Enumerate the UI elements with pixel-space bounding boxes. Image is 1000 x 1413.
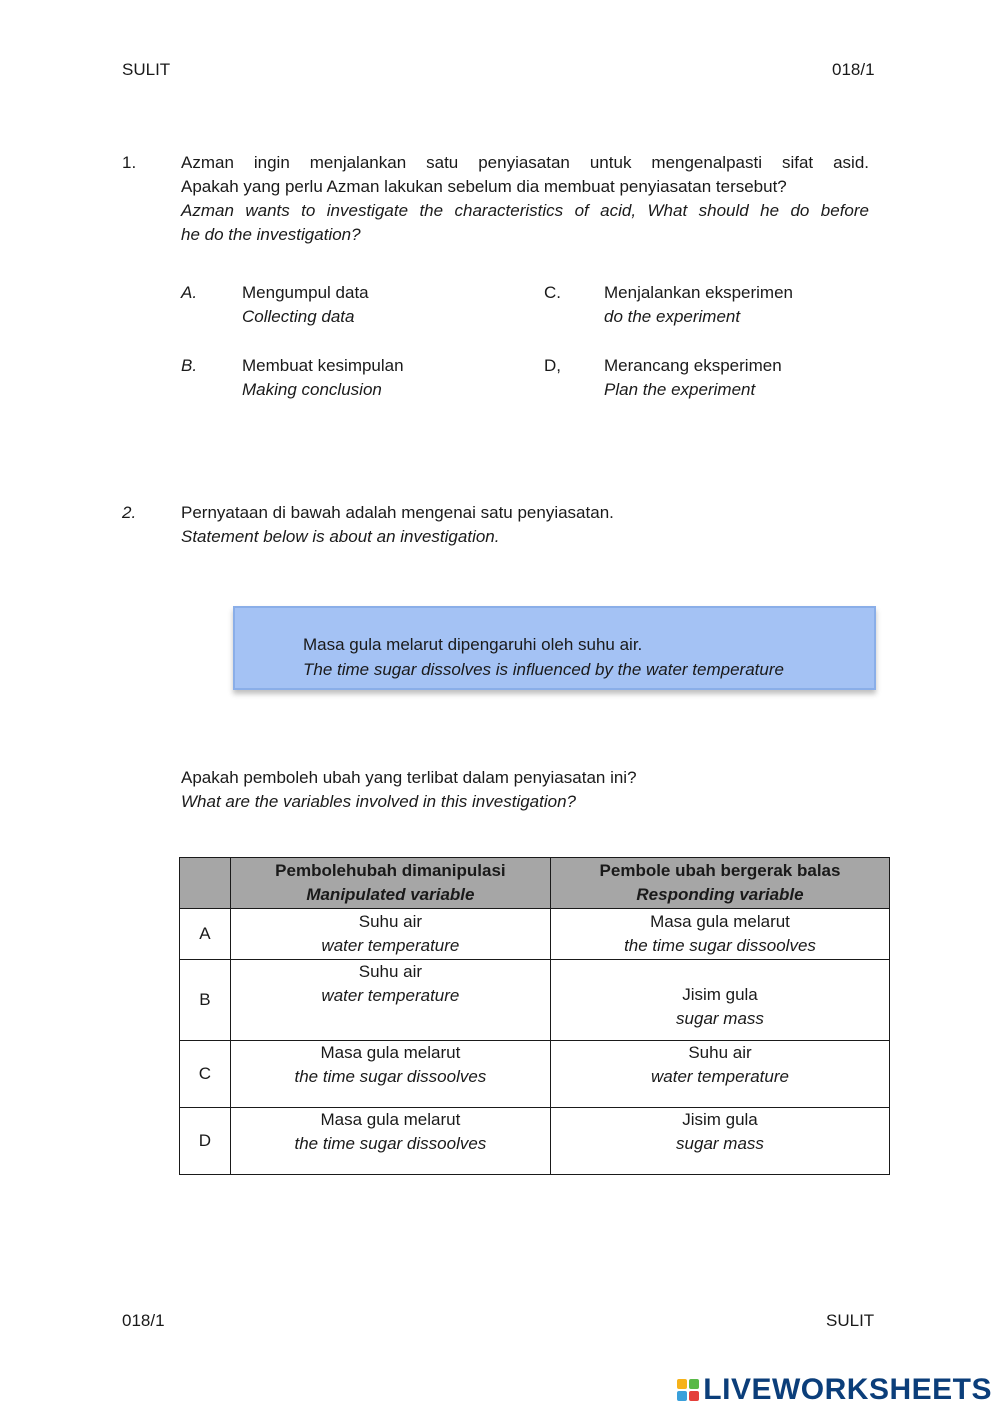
header-responding-en: Responding variable: [636, 885, 804, 904]
option-b-en: Making conclusion: [242, 380, 382, 399]
header-manipulated-en: Manipulated variable: [306, 885, 475, 904]
option-a-en: Collecting data: [242, 307, 355, 326]
option-a-letter: A.: [181, 283, 198, 302]
row-a-label: A: [180, 909, 231, 960]
variables-question-en: What are the variables involved in this investigation?: [181, 792, 576, 811]
row-c-responding-en: water temperature: [651, 1067, 789, 1086]
header-manipulated-ms: Pembolehubah dimanipulasi: [275, 861, 506, 880]
question-2-number: 2.: [122, 503, 137, 522]
row-b-manipulated-en: water temperature: [321, 986, 460, 1005]
table-header-responding: [550, 858, 889, 909]
option-c-ms: Menjalankan eksperimen: [604, 283, 793, 302]
question-1-text: [181, 151, 869, 247]
page-footer-left: 018/1: [122, 1311, 165, 1330]
question-2-intro-en: Statement below is about an investigation.: [181, 527, 500, 546]
liveworksheets-logo: [677, 1373, 992, 1407]
row-c-label: C: [180, 1041, 231, 1108]
row-a-responding-ms: Masa gula melarut: [650, 912, 790, 931]
row-d-responding: [550, 1108, 889, 1175]
row-b-responding-ms: Jisim gula: [682, 985, 758, 1004]
option-b[interactable]: [242, 354, 404, 402]
row-d-manipulated: [230, 1108, 550, 1175]
statement-text: [303, 632, 784, 682]
row-a-manipulated-en: water temperature: [321, 936, 460, 955]
row-c-manipulated-en: the time sugar dissoolves: [294, 1067, 487, 1086]
option-b-letter: B.: [181, 356, 198, 375]
option-a-ms: Mengumpul data: [242, 283, 369, 302]
row-b-manipulated-ms: Suhu air: [358, 962, 423, 981]
variables-table: [179, 857, 890, 1175]
row-b-label: B: [180, 960, 231, 1041]
row-c-manipulated-ms: Masa gula melarut: [320, 1043, 461, 1062]
page-footer-right: SULIT: [826, 1311, 875, 1330]
row-d-responding-en: sugar mass: [676, 1134, 764, 1153]
variables-question-ms: Apakah pemboleh ubah yang terlibat dalam penyiasatan ini?: [181, 768, 637, 787]
question-1-en-line2: he do the investigation?: [181, 225, 361, 244]
row-d-label: D: [180, 1108, 231, 1175]
question-1-ms-line1: Azman ingin menjalankan satu penyiasatan untuk mengenalpasti sifat asid.: [181, 153, 869, 172]
variables-question: [181, 766, 869, 814]
row-d-manipulated-en: the time sugar dissoolves: [294, 1134, 487, 1153]
table-header-row: [180, 858, 890, 909]
page-header-left: SULIT: [122, 60, 171, 79]
question-1-number: 1.: [122, 153, 137, 172]
question-2-intro-ms: Pernyataan di bawah adalah mengenai satu penyiasatan.: [181, 503, 614, 522]
table-row-d[interactable]: [180, 1108, 890, 1175]
option-d[interactable]: [604, 354, 782, 402]
question-2-intro: [181, 501, 869, 549]
row-d-responding-ms: Jisim gula: [682, 1110, 758, 1129]
liveworksheets-logo-icon: [677, 1379, 699, 1401]
option-b-ms: Membuat kesimpulan: [242, 356, 404, 375]
row-b-responding: [550, 960, 889, 1041]
liveworksheets-wordmark: LIVEWORKSHEETS: [703, 1373, 992, 1406]
option-c[interactable]: [604, 281, 793, 329]
row-d-manipulated-ms: Masa gula melarut: [320, 1110, 461, 1129]
option-d-ms: Merancang eksperimen: [604, 356, 782, 375]
row-b-manipulated: [230, 960, 550, 1041]
table-row-a[interactable]: [180, 909, 890, 960]
row-b-responding-en: sugar mass: [676, 1009, 764, 1028]
row-a-manipulated: [230, 909, 550, 960]
page-header-right: 018/1: [832, 60, 875, 79]
option-a[interactable]: [242, 281, 369, 329]
row-a-responding-en: the time sugar dissoolves: [624, 936, 816, 955]
table-header-blank: [180, 858, 231, 909]
statement-en: The time sugar dissolves is influenced by the water temperature: [303, 660, 784, 679]
header-responding-ms: Pembole ubah bergerak balas: [599, 861, 841, 880]
row-c-responding-ms: Suhu air: [688, 1043, 752, 1062]
option-c-en: do the experiment: [604, 307, 741, 326]
row-a-manipulated-ms: Suhu air: [358, 912, 423, 931]
table-header-manipulated: [230, 858, 550, 909]
option-c-letter: C.: [544, 283, 561, 302]
option-d-en: Plan the experiment: [604, 380, 756, 399]
row-c-responding: [550, 1041, 889, 1108]
option-d-letter: D,: [544, 356, 561, 375]
table-row-b[interactable]: [180, 960, 890, 1041]
table-row-c[interactable]: [180, 1041, 890, 1108]
question-1-en-line1: Azman wants to investigate the characteristics of acid, What should he do before: [181, 201, 869, 220]
row-a-responding: [550, 909, 889, 960]
statement-ms: Masa gula melarut dipengaruhi oleh suhu air.: [303, 635, 643, 654]
statement-box: [233, 606, 876, 690]
row-c-manipulated: [230, 1041, 550, 1108]
question-1-ms-line2: Apakah yang perlu Azman lakukan sebelum dia membuat penyiasatan tersebut?: [181, 177, 787, 196]
